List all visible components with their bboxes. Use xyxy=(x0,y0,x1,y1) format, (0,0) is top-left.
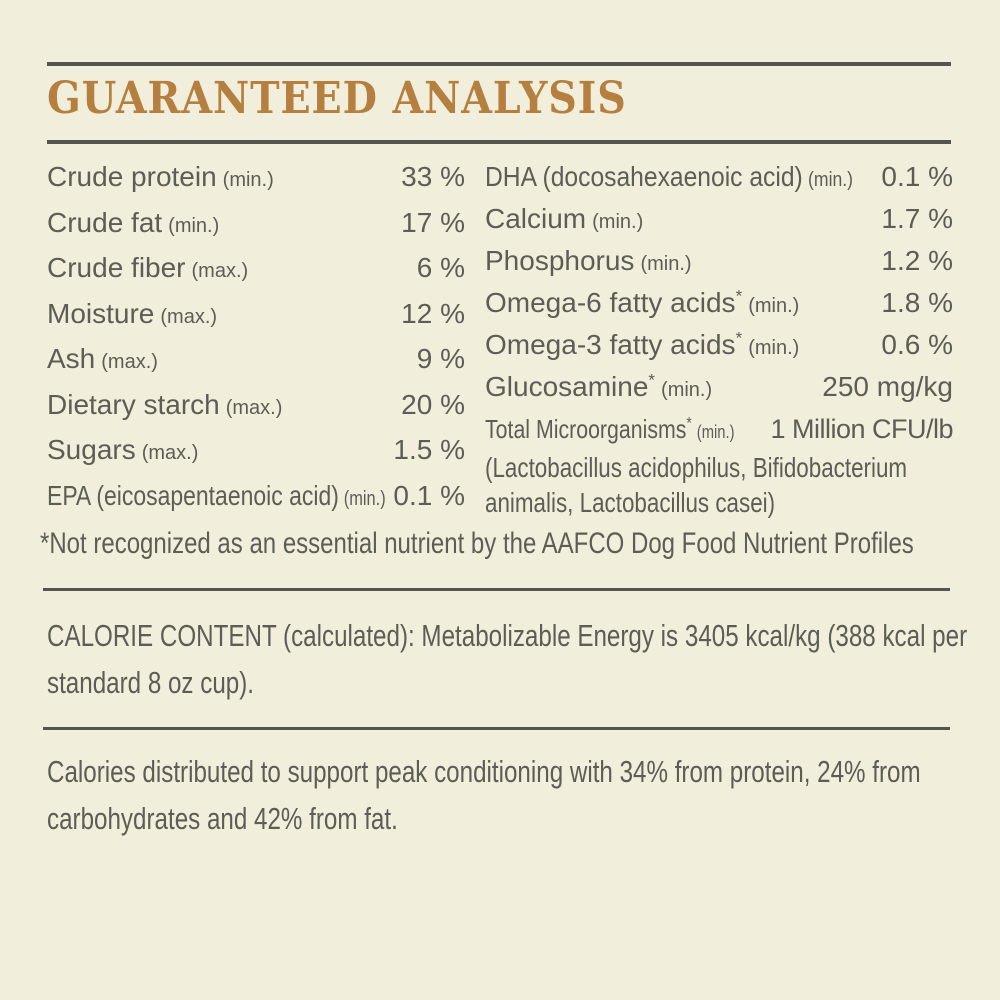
nutrient-name: Moisture xyxy=(47,297,155,329)
nutrient-name: DHA (docosahexaenoic acid) xyxy=(485,161,803,192)
nutrient-qualifier: (min.) xyxy=(592,211,644,233)
nutrient-label xyxy=(47,245,248,295)
calorie-content-statement xyxy=(47,612,1000,706)
table-row xyxy=(485,282,953,324)
nutrient-name: Crude fat xyxy=(47,206,163,238)
table-row xyxy=(47,382,465,428)
nutrient-name: Sugars xyxy=(47,434,136,465)
nutrient-label xyxy=(47,427,198,477)
table-row xyxy=(485,156,953,198)
microorganisms-species-list xyxy=(485,450,953,520)
nutrient-label xyxy=(485,156,853,201)
nutrient-value: 6 % xyxy=(416,252,465,283)
nutrient-qualifier: (min.) xyxy=(748,295,800,317)
table-row xyxy=(485,324,953,366)
nutrient-qualifier: (min.) xyxy=(343,487,386,510)
table-row xyxy=(485,408,953,450)
nutrient-qualifier: (max.) xyxy=(191,260,249,282)
nutrient-value: 12 % xyxy=(401,297,465,329)
table-row xyxy=(47,336,465,382)
nutrient-name: Dietary starch xyxy=(47,388,220,420)
nutrient-label xyxy=(485,198,643,243)
nutrient-value: 9 % xyxy=(416,343,465,374)
nutrient-name: Glucosamine xyxy=(485,371,649,402)
nutrient-value: 1.2 % xyxy=(881,245,953,276)
table-row xyxy=(47,291,465,337)
nutrient-qualifier: (min.) xyxy=(808,169,854,191)
nutrient-value: 0.6 % xyxy=(881,329,953,360)
nutrient-value: 1.7 % xyxy=(881,203,953,234)
species-line: (Lactobacillus acidophilus, Bifidobacterium xyxy=(485,452,908,483)
nutrient-label xyxy=(47,382,282,432)
nutrient-value: 33 % xyxy=(401,161,465,192)
nutrient-qualifier: (min.) xyxy=(168,214,220,237)
nutrient-qualifier: (max.) xyxy=(225,396,283,419)
table-row xyxy=(47,427,465,473)
calorie-distribution-line: carbohydrates and 42% from fat. xyxy=(47,801,398,836)
footnote-text: *Not recognized as an essential nutrient by the AAFCO Dog Food Nutrient Profiles xyxy=(40,527,914,560)
nutrient-qualifier: (min.) xyxy=(661,379,713,401)
nutrient-label xyxy=(47,291,217,341)
nutrient-qualifier: (min.) xyxy=(640,253,692,275)
asterisk-marker: * xyxy=(686,413,692,433)
panel-title: GUARANTEED ANALYSIS xyxy=(47,73,627,124)
nutrient-qualifier: (max.) xyxy=(101,351,158,373)
nutrient-value: 1.5 % xyxy=(393,434,465,465)
calorie-content-line: CALORIE CONTENT (calculated): Metabolizable Energy is 3405 kcal/kg (388 kcal per xyxy=(47,618,968,653)
nutrient-qualifier: (max.) xyxy=(141,442,199,464)
species-line: animalis, Lactobacillus casei) xyxy=(485,487,776,518)
section-divider-rule xyxy=(43,727,950,730)
nutrient-qualifier: (max.) xyxy=(160,305,218,328)
calorie-distribution-statement xyxy=(47,748,1000,842)
table-row xyxy=(485,198,953,240)
nutrient-qualifier: (min.) xyxy=(696,422,735,442)
nutrient-qualifier: (min.) xyxy=(222,169,274,191)
heading-underline-rule xyxy=(47,140,951,144)
nutrient-column-right xyxy=(485,156,953,520)
nutrient-value: 250 mg/kg xyxy=(822,371,953,402)
nutrient-qualifier: (min.) xyxy=(748,337,800,359)
nutrient-value: 1 Million CFU/lb xyxy=(770,414,953,444)
nutrient-name: EPA (eicosapentaenoic acid) xyxy=(47,479,339,511)
table-row xyxy=(485,366,953,408)
table-row xyxy=(47,473,465,519)
nutrient-label xyxy=(485,366,712,411)
nutrient-value: 1.8 % xyxy=(881,287,953,318)
nutrient-name: Omega-3 fatty acids xyxy=(485,329,736,360)
nutrient-column-left xyxy=(47,154,465,518)
nutrient-label xyxy=(47,154,274,204)
nutrient-name: Total Microorganisms xyxy=(485,414,687,444)
nutrient-name: Calcium xyxy=(485,203,587,234)
nutrient-label xyxy=(485,282,799,327)
asterisk-marker: * xyxy=(735,286,743,306)
nutrient-label xyxy=(47,200,219,250)
aafco-footnote xyxy=(40,524,1000,564)
asterisk-marker: * xyxy=(735,328,743,348)
nutrient-label xyxy=(485,240,692,285)
top-rule xyxy=(47,62,951,66)
nutrient-label xyxy=(47,336,158,386)
nutrient-name: Crude fiber xyxy=(47,252,186,283)
nutrient-label xyxy=(47,473,386,523)
nutrient-value: 0.1 % xyxy=(881,161,953,192)
nutrient-name: Omega-6 fatty acids xyxy=(485,287,736,318)
asterisk-marker: * xyxy=(648,370,656,390)
table-row xyxy=(47,154,465,200)
nutrient-label xyxy=(485,324,799,369)
calorie-content-line: standard 8 oz cup). xyxy=(47,665,255,700)
nutrient-label xyxy=(485,408,734,453)
nutrient-value: 20 % xyxy=(401,388,465,420)
nutrient-name: Ash xyxy=(47,343,96,374)
table-row xyxy=(47,200,465,246)
calorie-distribution-line: Calories distributed to support peak conditioning with 34% from protein, 24% from xyxy=(47,754,921,789)
nutrient-value: 0.1 % xyxy=(393,479,465,511)
nutrient-value: 17 % xyxy=(401,206,465,238)
nutrient-name: Phosphorus xyxy=(485,245,635,276)
section-divider-rule xyxy=(43,588,950,591)
nutrient-name: Crude protein xyxy=(47,161,217,192)
table-row xyxy=(47,245,465,291)
table-row xyxy=(485,240,953,282)
